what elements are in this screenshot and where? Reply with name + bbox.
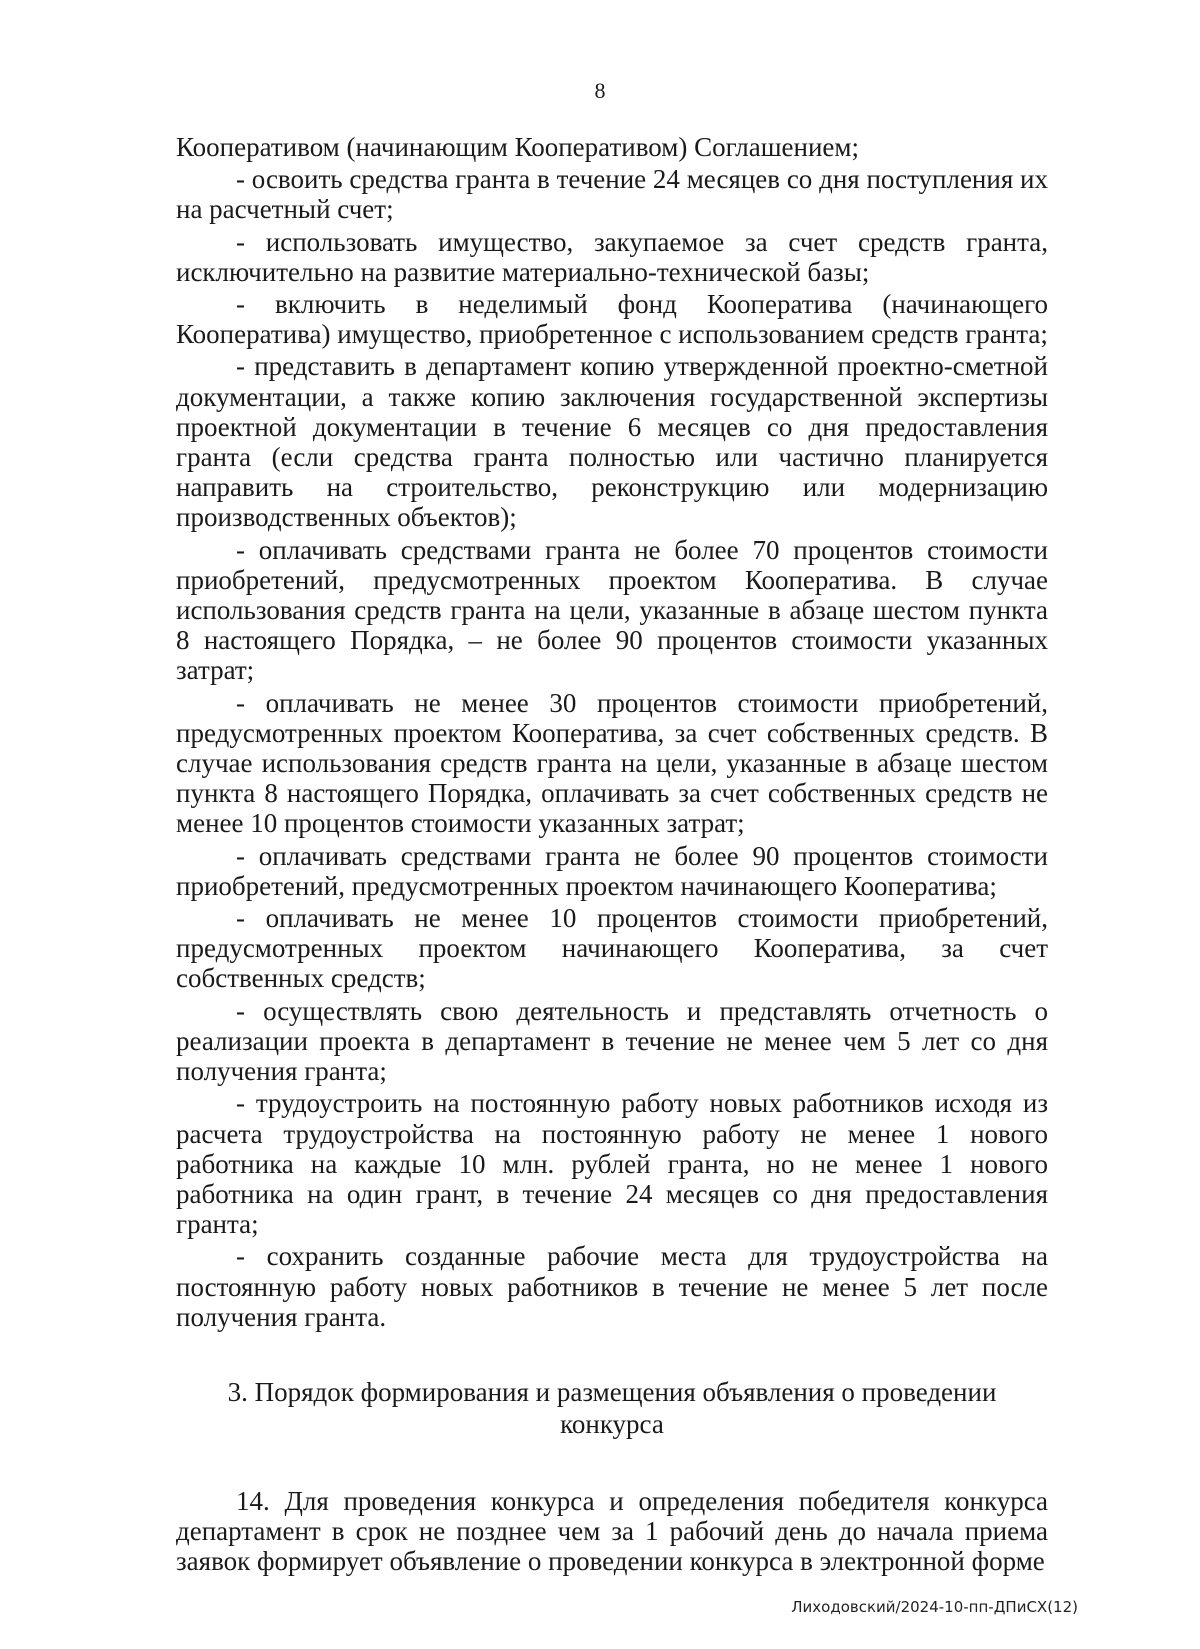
numbered-paragraph: 14. Для проведения конкурса и определения победителя конкурса департамент в срок не позднее чем за 1 рабочий день до начала приема заявок формирует объявление о проведении конкурса в электронной форме: [176, 1485, 1048, 1577]
list-item: - использовать имущество, закупаемое за счет средств гранта, исключительно на развитие материально-технической базы;: [176, 226, 1048, 287]
page-number: 8: [594, 78, 606, 103]
list-item: - оплачивать средствами гранта не более 70 процентов стоимости приобретений, предусмотренных проектом Кооператива. В случае использования средств гранта на цели, указанные в абзаце шестом пункта 8 настоящего Порядка, – не более 90 процентов стоимости указанных затрат;: [176, 534, 1048, 686]
list-item: - оплачивать не менее 30 процентов стоимости приобретений, предусмотренных проектом Кооператива, за счет собственных средств. В случае использования средств гранта на цели, указанные в абзаце шестом пункта 8 настоящего Порядка, оплачивать за счет собственных средств не менее 10 процентов стоимости указанных затрат;: [176, 687, 1048, 839]
list-item: - включить в неделимый фонд Кооператива (начинающего Кооператива) имущество, приобретенное с использованием средств гранта;: [176, 289, 1048, 350]
list-item: - оплачивать не менее 10 процентов стоимости приобретений, предусмотренных проектом начинающего Кооператива, за счет собственных средств;: [176, 903, 1048, 994]
list-item: - осуществлять свою деятельность и представлять отчетность о реализации проекта в департамент в течение не менее чем 5 лет со дня получения гранта;: [176, 995, 1048, 1087]
list-item: - оплачивать средствами гранта не более 90 процентов стоимости приобретений, предусмотренных проектом начинающего Кооператива;: [176, 840, 1048, 901]
paragraph-continuation: Кооперативом (начинающим Кооперативом) Соглашением;: [176, 132, 859, 162]
document-body: [176, 132, 1048, 1579]
list-item: - сохранить созданные рабочие места для трудоустройства на постоянную работу новых работников в течение не менее 5 лет после получения гранта.: [176, 1241, 1048, 1332]
list-item: - представить в департамент копию утвержденной проектно-сметной документации, а также копию заключения государственной экспертизы проектной документации в течение 6 месяцев со дня предоставления гранта (если средства гранта полностью или частично планируется направить на строительство, реконструкцию или модернизацию производственных объектов);: [176, 351, 1048, 533]
section-heading: 3. Порядок формирования и размещения объявления о проведении конкурса: [227, 1376, 997, 1439]
list-item: - освоить средства гранта в течение 24 месяцев со дня поступления их на расчетный счет;: [176, 164, 1048, 225]
list-item: - трудоустроить на постоянную работу новых работников исходя из расчета трудоустройства на постоянную работу не менее 1 нового работника на каждые 10 млн. рублей гранта, но не менее 1 нового работника на один грант, в течение 24 месяцев со дня предоставления гранта;: [176, 1088, 1048, 1240]
document-footer-code: Лиходовский/2024-10-пп-ДПиСХ(12): [791, 1598, 1078, 1616]
